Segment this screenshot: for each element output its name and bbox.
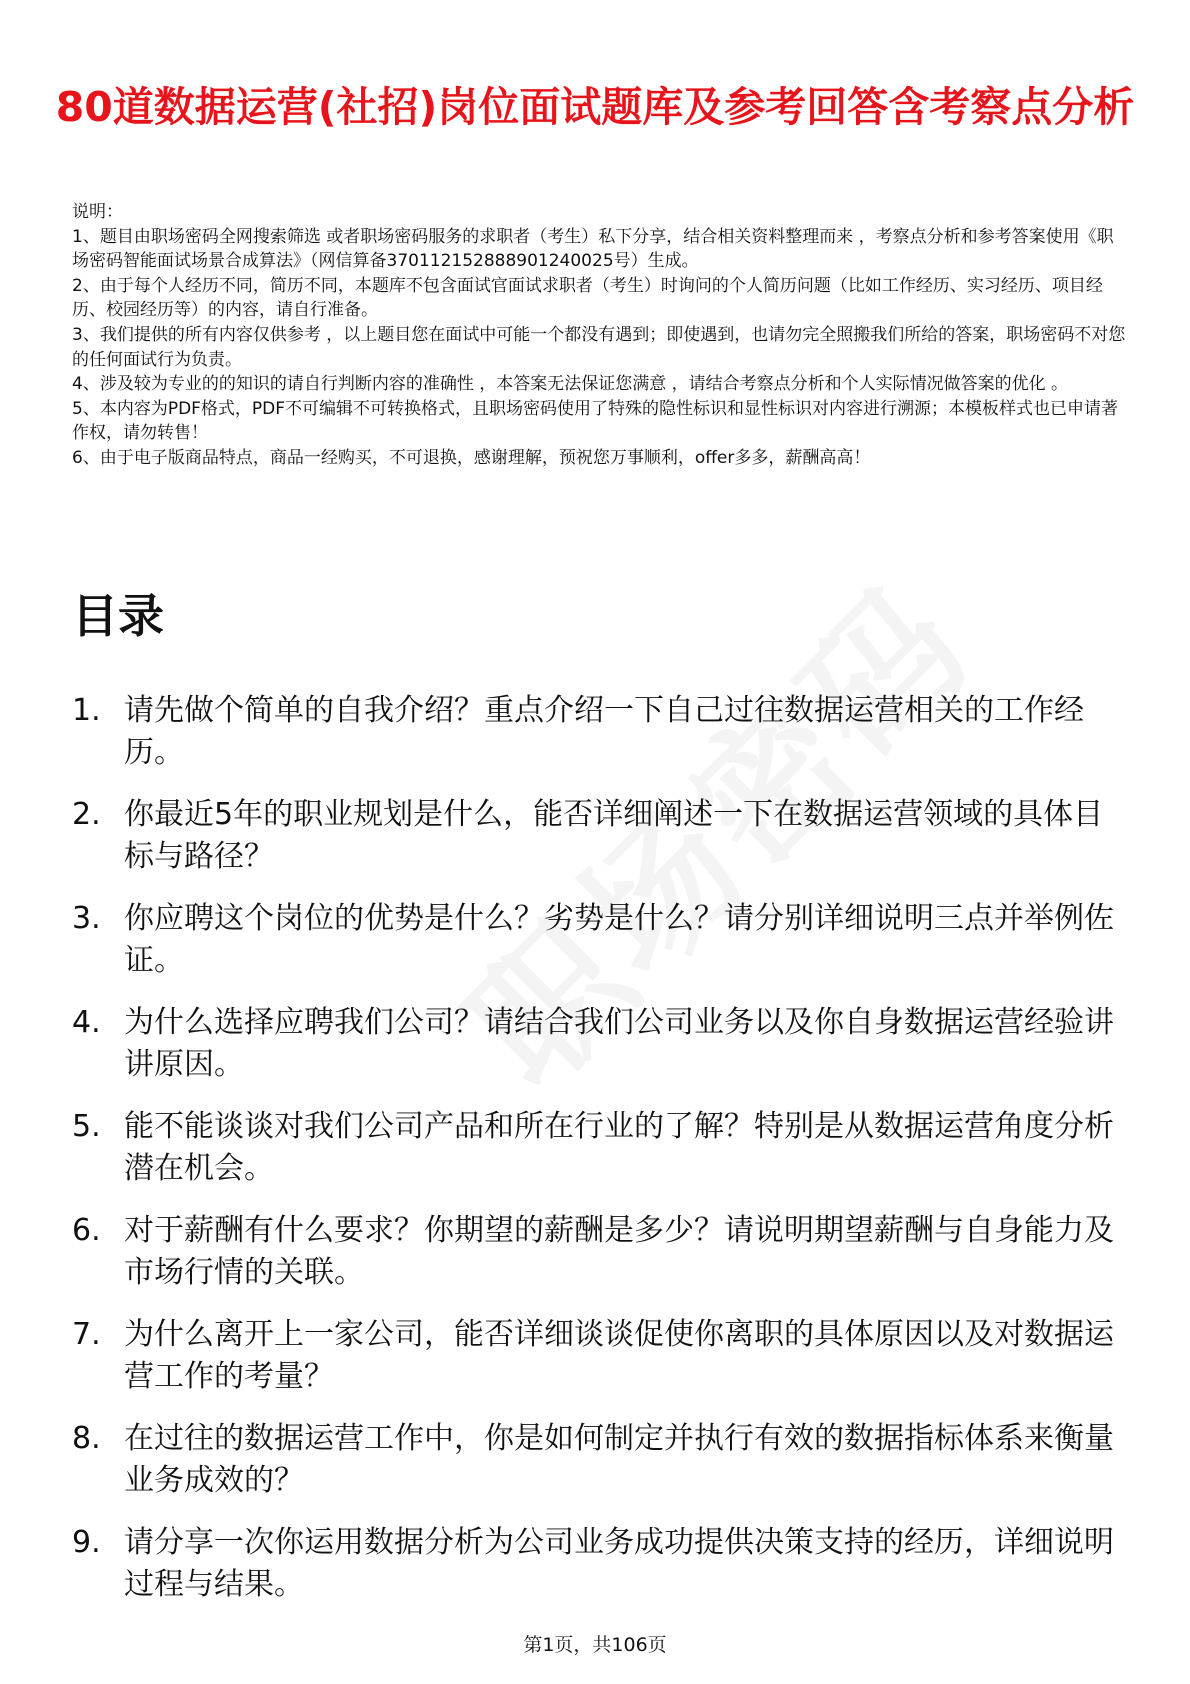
toc-item-number: 1. [72, 693, 101, 728]
toc-item-text: 对于薪酬有什么要求？你期望的薪酬是多少？请说明期望薪酬与自身能力及市场行情的关联。 [124, 1213, 1114, 1290]
toc-item[interactable] [72, 1522, 1130, 1626]
toc-item[interactable] [72, 1314, 1130, 1418]
note-item: 1、题目由职场密码全网搜索筛选 或者职场密码服务的求职者（考生）私下分享，结合相关资料整理而来 ，考察点分析和参考答案使用《职场密码智能面试场景合成算法》（网信算备370112152888901240025号）生成。 [72, 226, 1114, 272]
note-item: 4、涉及较为专业的的知识的请自行判断内容的准确性 ，本答案无法保证您满意 ，请结合考察点分析和个人实际情况做答案的优化 。 [72, 374, 1069, 395]
toc-item[interactable] [72, 1002, 1130, 1106]
toc-item[interactable] [72, 794, 1130, 898]
toc-item-text: 为什么离开上一家公司，能否详细谈谈促使你离职的具体原因以及对数据运营工作的考量？ [124, 1317, 1114, 1394]
note-item: 5、本内容为PDF格式，PDF不可编辑不可转换格式，且职场密码使用了特殊的隐性标识和显性标识对内容进行溯源；本模板样式也已申请著作权，请勿转售！ [72, 398, 1119, 444]
page-title: 80道数据运营(社招)岗位面试题库及参考回答含考察点分析 [55, 83, 1135, 132]
toc-item[interactable] [72, 1418, 1130, 1522]
toc-item[interactable] [72, 898, 1130, 1002]
toc-item[interactable] [72, 1210, 1130, 1314]
toc-item-number: 5. [72, 1109, 101, 1144]
toc-item-number: 8. [72, 1421, 101, 1456]
toc-item-text: 能不能谈谈对我们公司产品和所在行业的了解？特别是从数据运营角度分析潜在机会。 [124, 1109, 1114, 1186]
notes-section [72, 200, 1128, 471]
toc-item-text: 在过往的数据运营工作中，你是如何制定并执行有效的数据指标体系来衡量业务成效的？ [124, 1421, 1114, 1498]
toc-item-text: 你最近5年的职业规划是什么，能否详细阐述一下在数据运营领域的具体目标与路径？ [124, 797, 1104, 874]
note-item: 6、由于电子版商品特点，商品一经购买，不可退换，感谢理解，预祝您万事顺利，offer多多，薪酬高高！ [72, 447, 871, 468]
toc-item-number: 3. [72, 901, 101, 936]
note-item: 2、由于每个人经历不同，简历不同，本题库不包含面试官面试求职者（考生）时询问的个人简历问题（比如工作经历、实习经历、项目经历、校园经历等）的内容，请自行准备。 [72, 275, 1103, 321]
toc-item-number: 4. [72, 1005, 101, 1040]
toc-item-text: 你应聘这个岗位的优势是什么？劣势是什么？请分别详细说明三点并举例佐证。 [124, 901, 1114, 978]
toc-item[interactable] [72, 690, 1130, 794]
note-item: 3、我们提供的所有内容仅供参考 ，以上题目您在面试中可能一个都没有遇到；即使遇到，也请勿完全照搬我们所给的答案，职场密码不对您的任何面试行为负责。 [72, 324, 1126, 370]
toc-heading: 目录 [72, 589, 164, 643]
page-footer: 第1页，共106页 [523, 1634, 667, 1656]
toc-list [72, 690, 1130, 1626]
toc-item-text: 为什么选择应聘我们公司？请结合我们公司业务以及你自身数据运营经验讲讲原因。 [124, 1005, 1114, 1082]
toc-item-number: 7. [72, 1317, 101, 1352]
toc-item-text: 请先做个简单的自我介绍？重点介绍一下自己过往数据运营相关的工作经历。 [124, 693, 1084, 770]
toc-item-number: 6. [72, 1213, 101, 1248]
toc-item-text: 请分享一次你运用数据分析为公司业务成功提供决策支持的经历，详细说明过程与结果。 [124, 1525, 1114, 1602]
toc-item-number: 2. [72, 797, 101, 832]
toc-item-number: 9. [72, 1525, 101, 1560]
toc-item[interactable] [72, 1106, 1130, 1210]
notes-heading: 说明： [72, 202, 123, 222]
